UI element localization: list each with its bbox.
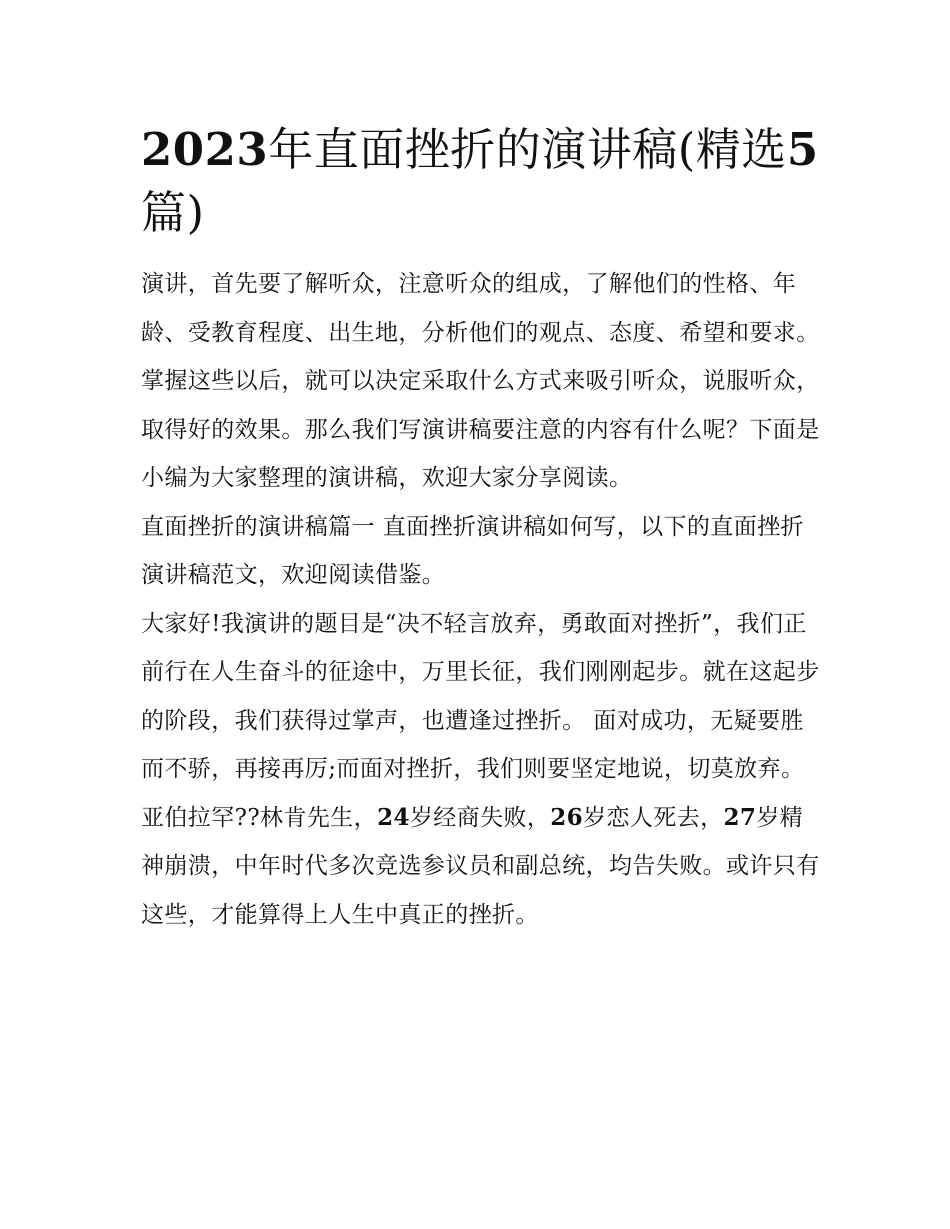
section-one-heading-paragraph: 直面挫折的演讲稿篇一 直面挫折演讲稿如何写，以下的直面挫折演讲稿范文，欢迎阅读借鉴。	[141, 513, 804, 588]
age-27: 27	[723, 803, 757, 831]
lincoln-text-4: 岁精神崩溃，中年时代多次竞选参议员和副总统，均告失败。或许只有这些，才能算得上人生中真正的挫折。	[141, 804, 820, 928]
intro-paragraph: 演讲，首先要了解听众，注意听众的组成，了解他们的性格、年龄、受教育程度、出生地，分析他们的观点、态度、希望和要求。掌握这些以后，就可以决定采取什么方式来吸引听众，说服听众，取得好的效果。那么我们写演讲稿要注意的内容有什么呢？下面是小编为大家整理的演讲稿，欢迎大家分享阅读。	[141, 271, 820, 491]
speech-opening-paragraph: 大家好!我演讲的题目是“决不轻言放弃，勇敢面对挫折”，我们正前行在人生奋斗的征途中，万里长征，我们刚刚起步。就在这起步的阶段，我们获得过掌声，也遭逢过挫折。 面对成功，无疑要胜而不骄，再接再厉;而面对挫折，我们则要坚定地说，切莫放弃。	[141, 610, 820, 782]
lincoln-paragraph	[141, 794, 821, 940]
lincoln-text-1: 亚伯拉罕??林肯先生，	[141, 804, 378, 831]
title-suffix: 篇)	[141, 186, 205, 239]
lincoln-text-3: 岁恋人死去，	[583, 804, 724, 831]
document-title	[141, 118, 821, 244]
document-body	[141, 118, 821, 939]
title-count: 5	[786, 123, 819, 176]
title-text: 年直面挫折的演讲稿(精选	[268, 123, 787, 176]
age-24: 24	[377, 803, 410, 831]
age-26: 26	[550, 803, 584, 831]
lincoln-text-2: 岁经商失败，	[409, 804, 551, 831]
title-year: 2023	[141, 123, 269, 176]
